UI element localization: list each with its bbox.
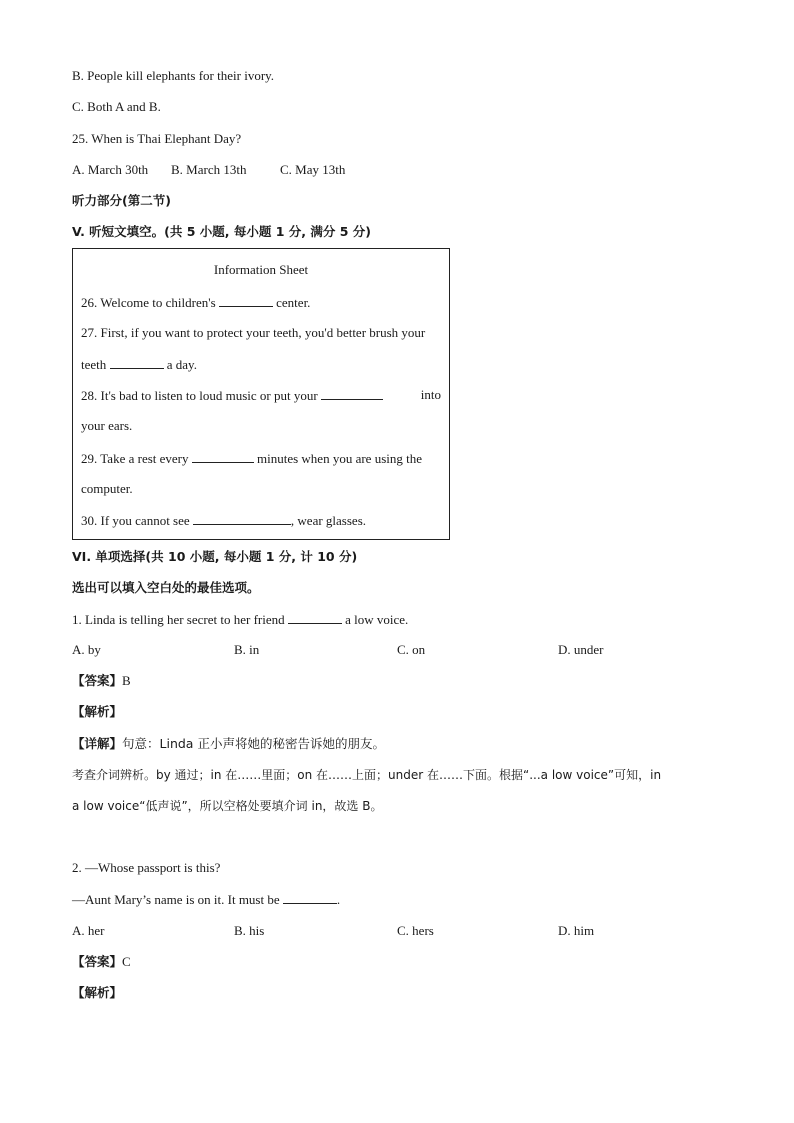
q2-answer — [72, 954, 131, 970]
item-27-text-b: teeth — [81, 357, 107, 372]
q1-option-c: C. on — [397, 642, 426, 657]
q24-option-b: B. People kill elephants for their ivory. — [72, 68, 275, 83]
q25-stem: 25. When is Thai Elephant Day? — [72, 131, 242, 146]
section-vi-heading: VI. 单项选择(共 10 小题, 每小题 1 分, 计 10 分) — [72, 549, 358, 564]
item-29-text-a: 29. Take a rest every — [81, 451, 189, 466]
q25-option-b: B. March 13th — [171, 162, 247, 177]
q1-stem-text-b: a low voice. — [345, 612, 409, 627]
q2-answer-value: C — [122, 954, 131, 969]
q2-option-d: D. him — [558, 923, 595, 938]
section-vi-instruction: 选出可以填入空白处的最佳选项。 — [72, 580, 260, 595]
blank-27 — [110, 356, 164, 369]
item-29-text-b: minutes when you are using the — [257, 451, 422, 466]
q1-option-d: D. under — [558, 642, 604, 657]
item-30-text-b: , wear glasses. — [290, 513, 367, 528]
q1-detail-text-1: 句意：Linda 正小声将她的秘密告诉她的朋友。 — [122, 736, 385, 751]
item-27-line-2 — [81, 356, 197, 373]
information-sheet-box — [72, 248, 450, 540]
q1-option-a: A. by — [72, 642, 101, 657]
q25-option-a: A. March 30th — [72, 162, 149, 177]
q1-analysis-tag: 【解析】 — [72, 704, 123, 719]
item-27-line-1: 27. First, if you want to protect your teeth, you'd better brush your — [81, 325, 426, 340]
q1-detail-line-3: a low voice“低声说”，所以空格处要填介词 in，故选 B。 — [72, 799, 383, 813]
item-30 — [81, 512, 366, 529]
item-29-line-1 — [81, 450, 422, 467]
section-listening-part-2: 听力部分(第二节) — [72, 193, 171, 208]
q25-option-c: C. May 13th — [280, 162, 346, 177]
information-sheet-title: Information Sheet — [213, 262, 309, 277]
q2-stem-line-2 — [72, 891, 340, 908]
q1-stem-text-a: 1. Linda is telling her secret to her friend — [72, 612, 285, 627]
q1-answer-tag: 【答案】 — [72, 673, 123, 688]
item-26 — [81, 294, 310, 311]
item-28-text-a: 28. It's bad to listen to loud music or put your — [81, 388, 318, 403]
item-28-line-2: your ears. — [81, 418, 133, 433]
item-26-text-b: center. — [276, 295, 311, 310]
blank-30 — [193, 512, 291, 525]
item-28-line-1 — [81, 387, 441, 404]
q2-option-a: A. her — [72, 923, 105, 938]
section-v-heading: V. 听短文填空。(共 5 小题, 每小题 1 分, 满分 5 分) — [72, 224, 371, 239]
item-26-text-a: 26. Welcome to children's — [81, 295, 216, 310]
item-29-line-2: computer. — [81, 481, 133, 496]
blank-29 — [192, 450, 254, 463]
q1-detail-line-2: 考查介词辨析。by 通过；in 在……里面；on 在……上面；under 在……下面。根据“...a low voice”可知，in — [72, 768, 662, 782]
item-30-text-a: 30. If you cannot see — [81, 513, 190, 528]
q2-analysis-tag: 【解析】 — [72, 985, 123, 1000]
q1-detail-line-1 — [72, 736, 385, 752]
q1-answer — [72, 673, 131, 689]
item-27-text-c: a day. — [166, 357, 197, 372]
blank-28 — [321, 387, 383, 400]
blank-26 — [219, 294, 273, 307]
q2-stem-text-a: —Aunt Mary’s name is on it. It must be — [72, 892, 280, 907]
q1-option-b: B. in — [234, 642, 260, 657]
q2-answer-tag: 【答案】 — [72, 954, 123, 969]
q1-blank — [288, 611, 342, 624]
q1-detail-tag: 【详解】 — [72, 736, 123, 751]
item-28-text-b: into — [420, 387, 441, 402]
q2-option-c: C. hers — [397, 923, 434, 938]
q2-stem-line-1: 2. —Whose passport is this? — [72, 860, 221, 875]
q1-stem — [72, 611, 408, 628]
q2-stem-text-b: . — [336, 892, 341, 907]
q2-blank — [283, 891, 337, 904]
q2-option-b: B. his — [234, 923, 265, 938]
q1-answer-value: B — [122, 673, 131, 688]
q24-option-c: C. Both A and B. — [72, 99, 161, 114]
